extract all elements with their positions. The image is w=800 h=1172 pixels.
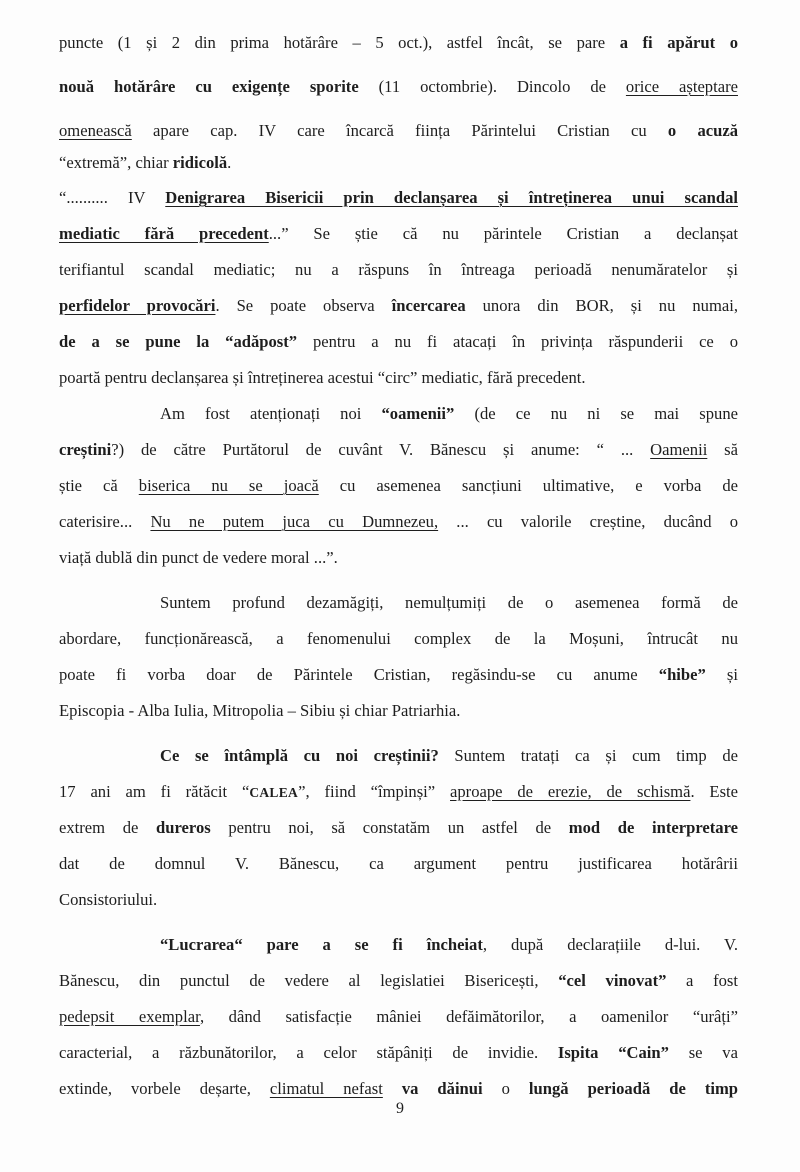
text-run: Episcopia - Alba Iulia, Mitropolia – Sibiu și chiar Patriarhia. [59,701,461,720]
text-run: extinde, vorbele deșarte, [59,1079,270,1098]
text-line [59,116,738,146]
text-line [59,219,738,249]
text-run: ... cu valorile creștine, ducând o [438,512,738,531]
text-line [59,471,738,501]
text-run: terifiantul scandal mediatic; nu a răspuns în întreaga perioadă nenumăratelor și [59,260,738,279]
text-run: , după declarațiile d-lui. V. [482,935,738,954]
text-run: și [705,665,738,684]
text-line [59,148,738,178]
text-line [59,1002,738,1032]
bold-text: “Lucrarea“ pare a se fi încheiat [160,935,483,954]
underlined-text: aproape de erezie, de schismă [450,782,691,801]
bold-text: mod de interpretare [568,818,739,837]
text-run: Suntem tratați ca și cum timp de [438,746,738,765]
text-line [59,183,738,213]
text-run: ”, fiind “împinși” [298,782,451,801]
bold-text: a fi apărut o [619,33,738,52]
text-run: Consistoriului. [59,890,158,909]
underlined-text: pedepsit exemplar [59,1007,200,1026]
page-number: 9 [396,1100,404,1117]
bold-text: “oamenii” [381,404,455,423]
text-line [59,741,738,771]
text-run: extrem de [59,818,156,837]
text-run: (de ce nu ni se mai spune [454,404,738,423]
text-line [59,966,738,996]
text-run: “extremă”, chiar [59,153,173,172]
bold-text: nouă hotărâre cu exigențe sporite [59,77,359,96]
text-line [59,255,738,285]
text-line [59,72,738,102]
text-run: știe că [59,476,139,495]
text-run: dat de domnul V. Bănescu, ca argument pentru justificarea hotărârii [59,854,738,873]
text-line [59,363,738,393]
underlined-text: orice așteptare [625,77,738,96]
text-run: să [707,440,738,459]
bold-text: de a se pune la “adăpost” [59,332,298,351]
text-run: pentru noi, să constatăm un astfel de [210,818,569,837]
text-line [59,327,738,357]
text-line [59,930,738,960]
text-line [59,28,738,58]
underlined-text: omenească [59,121,132,140]
text-run: Am fost atenționați noi [160,404,382,423]
text-run: pentru a nu fi atacați în privința răspunderii ce o [297,332,738,351]
text-line [59,291,738,321]
text-line [59,777,738,807]
bold-text: Ce se întâmplă cu noi creștinii? [160,746,439,765]
underlined-text: Oamenii [650,440,708,459]
underlined-text: Nu ne putem juca cu Dumnezeu, [150,512,439,531]
bold-text: dureros [156,818,211,837]
text-line [59,849,738,879]
bold-text: creștini [59,440,112,459]
bold-text: ridicolă [172,153,228,172]
text-run: cu asemenea sancțiuni ultimative, e vorba de [318,476,738,495]
text-line [59,1038,738,1068]
text-run: apare cap. IV care încarcă ființa Părintelui Cristian cu [131,121,668,140]
text-run: poartă pentru declanșarea și întreținerea acestui “circ” mediatic, fără precedent. [59,368,586,387]
text-run: se va [668,1043,738,1062]
text-line [59,624,738,654]
text-line [59,399,738,429]
text-run: abordare, funcționărească, a fenomenului complex de la Moșuni, întrucât nu [59,629,738,648]
text-line [59,660,738,690]
underlined-text: biserica nu se joacă [138,476,319,495]
text-run: . Este [690,782,738,801]
text-line [59,588,738,618]
text-line [59,507,738,537]
text-run: Bănescu, din punctul de vedere al legislatiei Bisericești, [59,971,559,990]
text-run: (11 octombrie). Dincolo de [358,77,626,96]
underlined-text: climatul nefast [269,1079,383,1098]
text-run: puncte (1 și 2 din prima hotărâre – 5 oct.), astfel încât, se pare [59,33,620,52]
text-run: Suntem profund dezamăgiți, nemulțumiți de o asemenea formă de [160,593,738,612]
bold-underlined-text: perfidelor provocări [59,296,216,315]
text-run: a fost [666,971,738,990]
bold-text: încercarea [391,296,466,315]
text-run: caracterial, a răzbunătorilor, a celor stăpâniți de invidie. [59,1043,558,1062]
bold-text: o acuză [667,121,739,140]
bold-text: va dăinui [401,1079,483,1098]
bold-text: lungă perioadă de timp [528,1079,739,1098]
bold-text: “cel vinovat” [558,971,667,990]
text-run: ...” Se știe că nu părintele Cristian a declanșat [268,224,738,243]
text-line [59,885,738,915]
text-run: o [482,1079,529,1098]
text-run: ?) de către Purtătorul de cuvânt V. Bănescu și anume: “ ... [111,440,651,459]
text-run: , dând satisfacție mâniei defăimătorilor, a oamenilor “urâți” [199,1007,738,1026]
bold-text: Ispita “Cain” [557,1043,669,1062]
text-run: . Se poate observa [215,296,392,315]
text-run [383,1079,402,1098]
bold-text: “hibe” [658,665,706,684]
bold-underlined-text: Denigrarea Bisericii prin declanșarea și întreținerea unui scandal [165,188,738,207]
text-run: . [227,153,232,172]
text-line [59,813,738,843]
text-run: viață dublă din punct de vedere moral ...”. [59,548,338,567]
text-line [59,435,738,465]
text-run: “.......... IV [59,188,166,207]
bold-underlined-text: mediatic fără precedent [59,224,269,243]
text-line [59,543,738,573]
text-run: unora din BOR, și nu numai, [465,296,738,315]
text-run: caterisire... [59,512,151,531]
text-run: 17 ani am fi rătăcit “ [59,782,250,801]
bold-text: CALEA [249,785,299,800]
text-line [59,696,738,726]
text-run: poate fi vorba doar de Părintele Cristian, regăsindu-se cu anume [59,665,659,684]
